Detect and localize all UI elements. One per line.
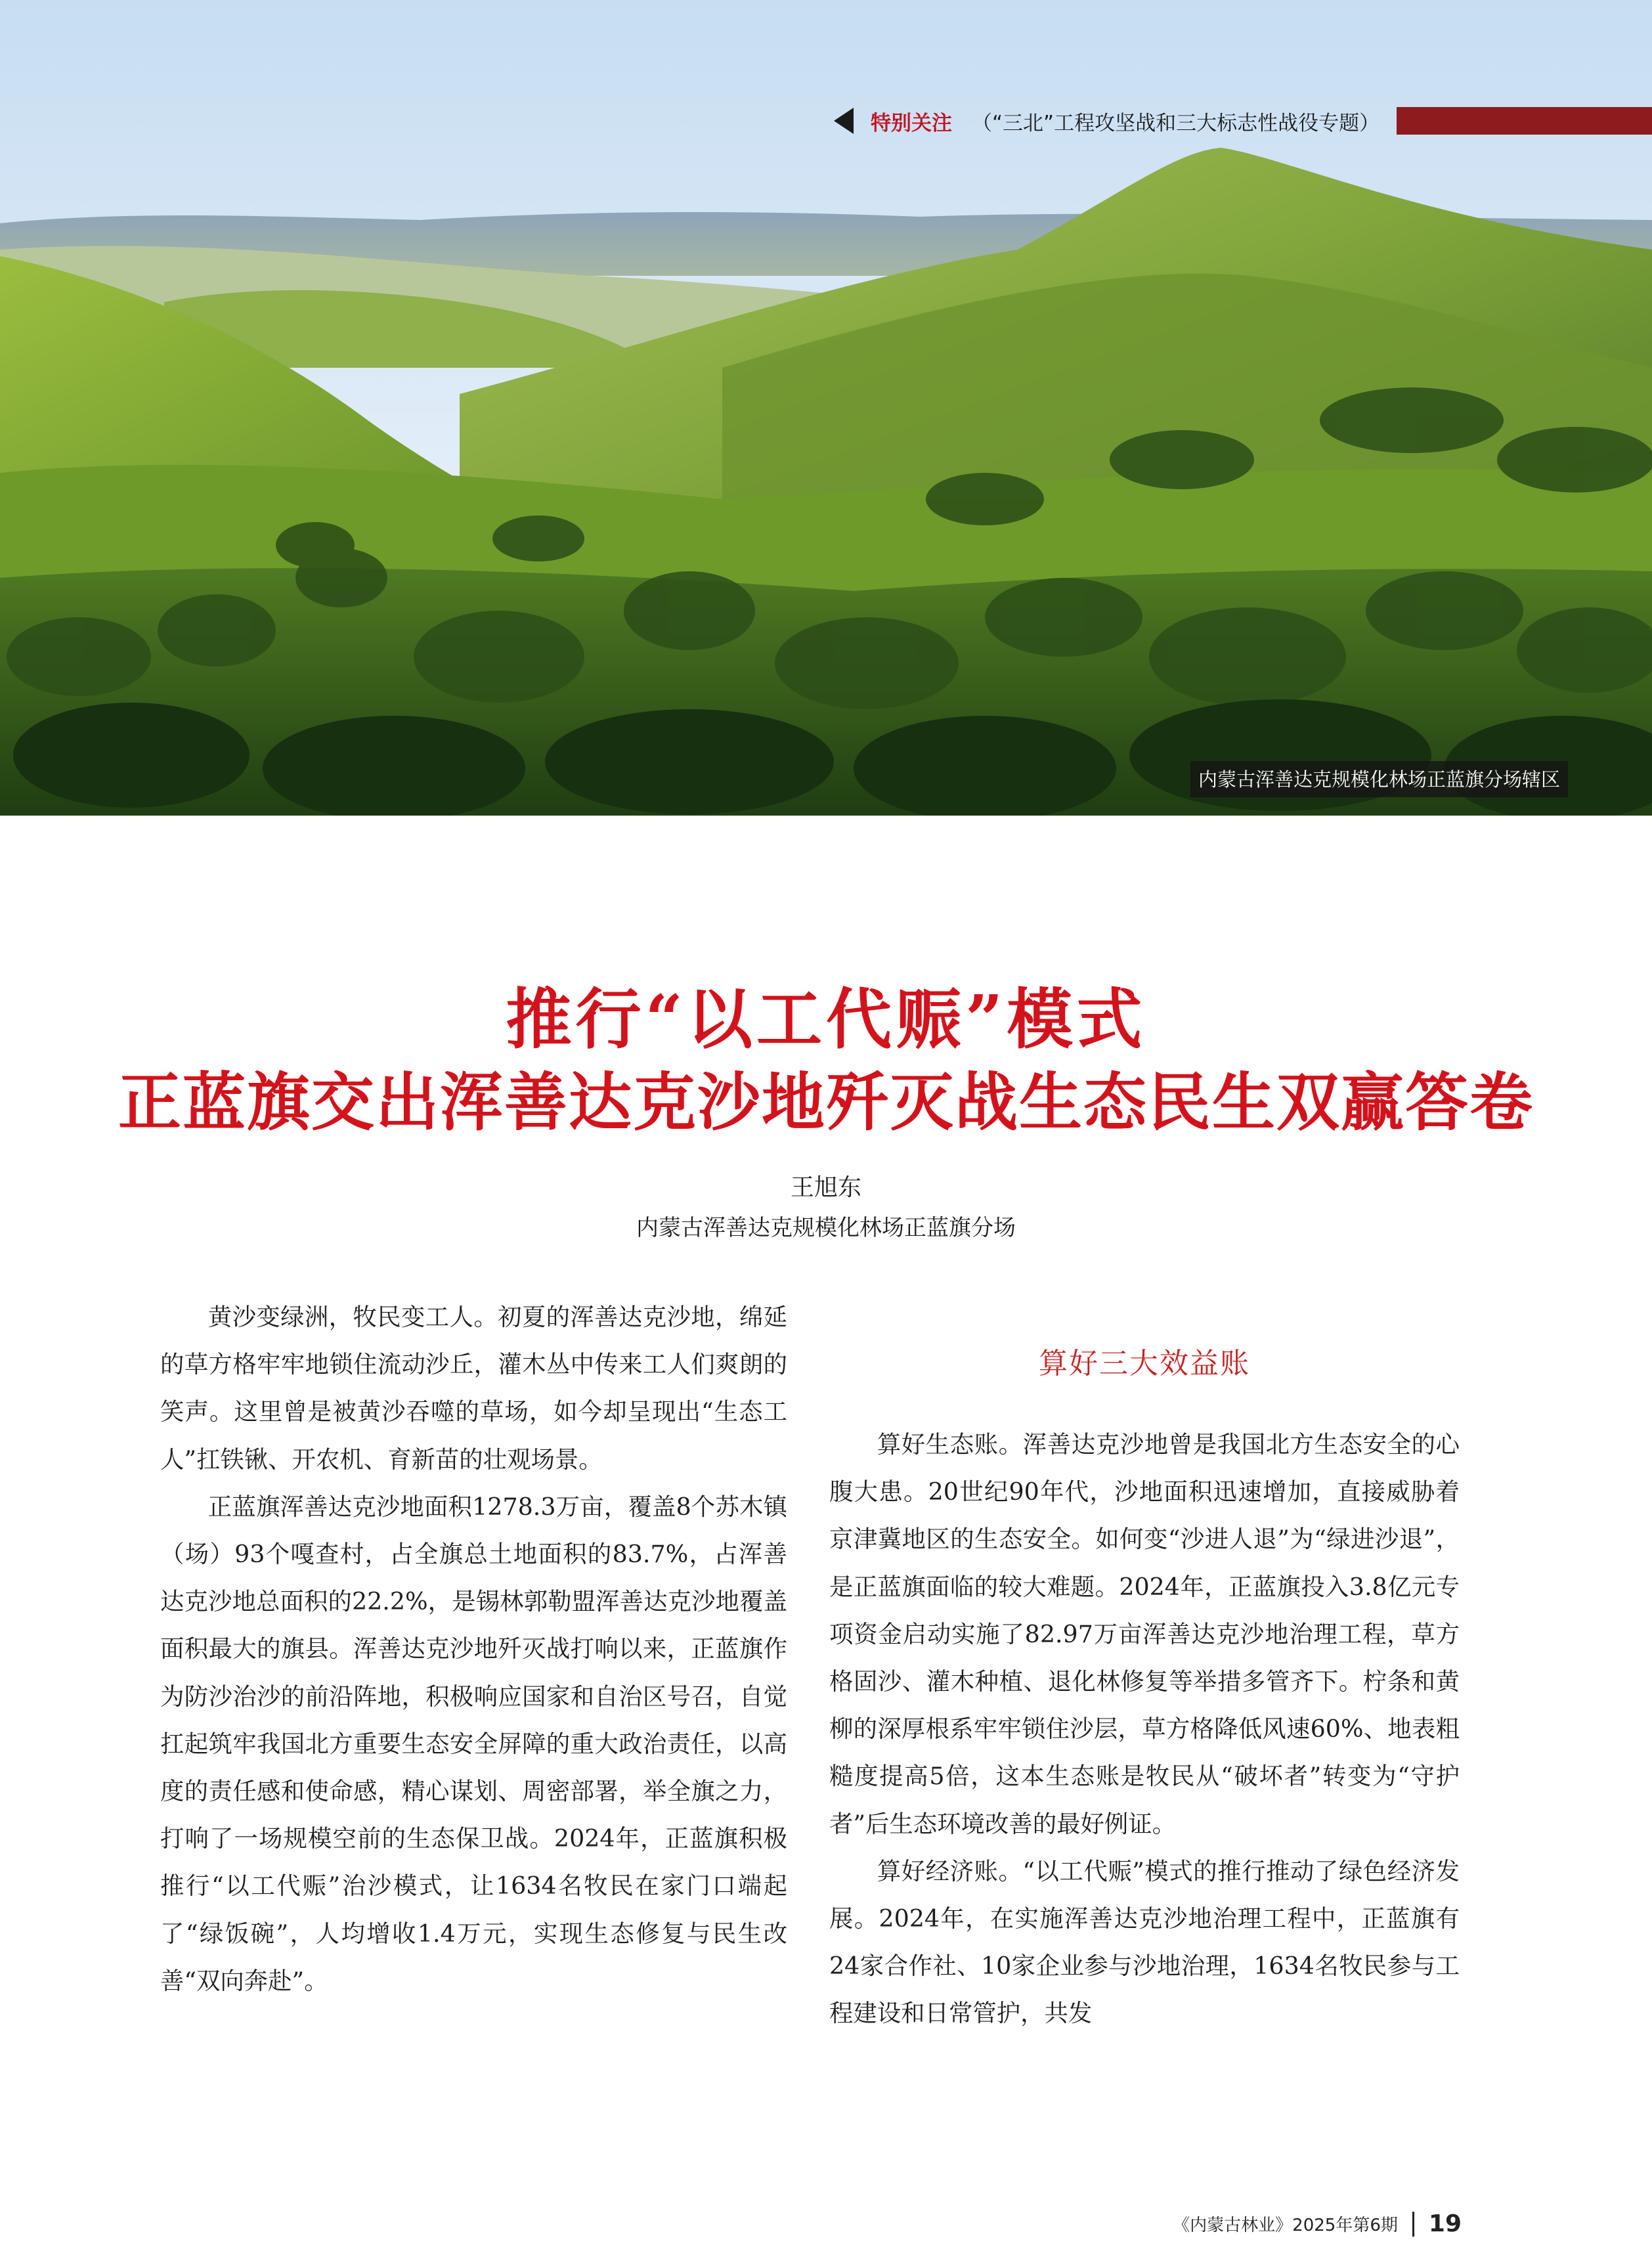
left-arrow-icon (834, 108, 854, 134)
article-title-line1: 推行“以工代赈”模式 (506, 980, 1146, 1058)
journal-name: 《内蒙古林业》2025年第6期 (1173, 2216, 1398, 2235)
body-paragraph: 算好生态账。浑善达克沙地曾是我国北方生态安全的心腹大患。20世纪90年代，沙地面积迅速增加，直接威胁着京津冀地区的生态安全。如何变“沙进人退”为“绿进沙退”，是正蓝旗面临的较大难题。2024年，正蓝旗投入3.8亿元专项资金启动实施了82.97万亩浑善达克沙地治理工程，草方格固沙、灌木种植、退化林修复等举措多管齐下。柠条和黄柳的深厚根系牢牢锁住沙层，草方格降低风速60%、地表粗糙度提高5倍，这本生态账是牧民从“破坏者”转变为“守护者”后生态环境改善的最好例证。 (829, 1430, 1460, 1838)
page-number: 19 (1428, 2210, 1462, 2237)
footer-divider (1412, 2212, 1414, 2237)
right-column (829, 1421, 1460, 2038)
body-paragraph: 算好经济账。“以工代赈”模式的推行推动了绿色经济发展。2024年，在实施浑善达克沙地治理工程中，正蓝旗有24家合作社、10家企业参与沙地治理，1634名牧民参与工程建设和日常管护，共发 (829, 1856, 1460, 2028)
section-tag (834, 104, 1652, 138)
author-name: 王旭东 (790, 1174, 861, 1201)
left-column (160, 1294, 787, 2005)
section-subtitle: （“三北”工程攻坚战和三大标志性战役专题） (972, 111, 1380, 135)
section-bar (1397, 107, 1652, 135)
body-paragraph: 黄沙变绿洲，牧民变工人。初夏的浑善达克沙地，绵延的草方格牢牢地锁住流动沙丘，灌木丛中传来工人们爽朗的笑声。这里曾是被黄沙吞噬的草场，如今却呈现出“生态工人”扛铁锹、开农机、育新苗的壮观场景。 (160, 1303, 787, 1474)
section-label: 特别关注 (871, 111, 952, 135)
photo-caption: 内蒙古浑善达克规模化林场正蓝旗分场辖区 (1190, 761, 1568, 797)
section-heading: 算好三大效益账 (1039, 1347, 1250, 1380)
body-paragraph: 正蓝旗浑善达克沙地面积1278.3万亩，覆盖8个苏木镇（场）93个嘎查村，占全旗总土地面积的83.7%，占浑善达克沙地总面积的22.2%，是锡林郭勒盟浑善达克沙地覆盖面积最大的旗县。浑善达克沙地歼灭战打响以来，正蓝旗作为防沙治沙的前沿阵地，积极响应国家和自治区号召，自觉扛起筑牢我国北方重要生态安全屏障的重大政治责任，以高度的责任感和使命感，精心谋划、周密部署，举全旗之力，打响了一场规模空前的生态保卫战。2024年，正蓝旗积极推行“以工代赈”治沙模式，让1634名牧民在家门口端起了“绿饭碗”，人均增收1.4万元，实现生态修复与民生改善“双向奔赴”。 (160, 1492, 787, 1995)
author-affiliation: 内蒙古浑善达克规模化林场正蓝旗分场 (636, 1215, 1016, 1241)
article-title-line2: 正蓝旗交出浑善达克沙地歼灭战生态民生双赢答卷 (118, 1065, 1534, 1139)
hero-photo (0, 0, 1652, 816)
page-footer (1173, 2210, 1462, 2237)
